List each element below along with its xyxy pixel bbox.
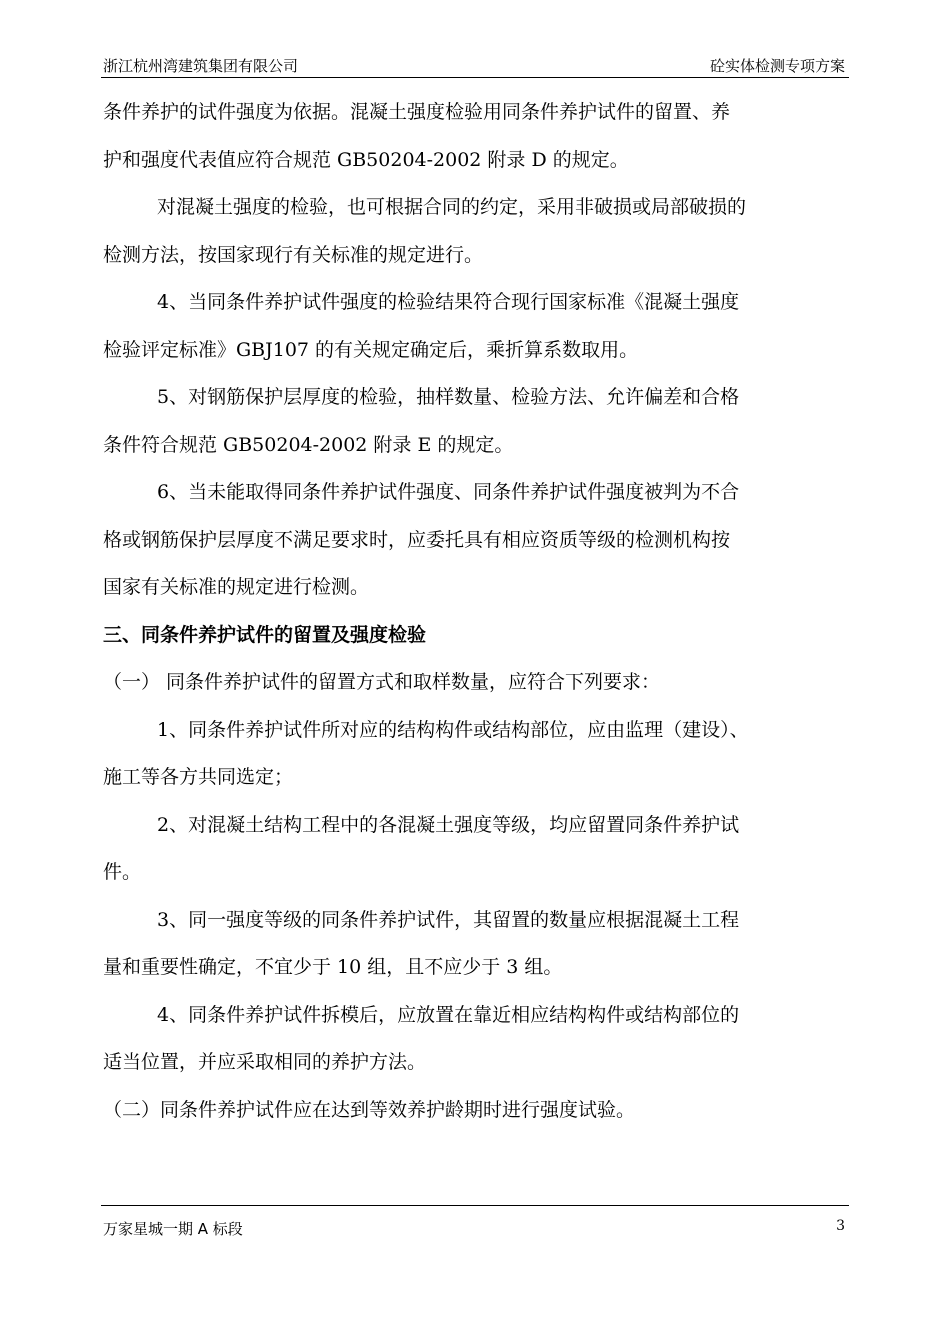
footer-project: 万家星城一期 A 标段 [103,1220,243,1238]
paragraph-line: 对混凝土强度的检验，也可根据合同的约定，采用非破损或局部破损的 [157,196,747,218]
page-header [101,53,849,78]
paragraph-line: 检测方法，按国家现行有关标准的规定进行。 [103,243,484,266]
paragraph-line: 国家有关标准的规定进行检测。 [103,576,370,598]
paragraph-line: 检验评定标准》GBJ107 的有关规定确定后，乘折算系数取用。 [103,338,639,361]
paragraph-line: 5、对钢筋保护层厚度的检验，抽样数量、检验方法、允许偏差和合格 [157,386,740,408]
document-body [103,100,847,1145]
paragraph-line: 条件养护的试件强度为依据。混凝土强度检验用同条件养护试件的留置、养 [103,101,731,123]
subsection-line: （一） 同条件养护试件的留置方式和取样数量，应符合下列要求： [103,671,661,693]
paragraph-line: 2、对混凝土结构工程中的各混凝土强度等级，均应留置同条件养护试 [157,813,740,836]
paragraph-line: 格或钢筋保护层厚度不满足要求时，应委托具有相应资质等级的检测机构按 [103,528,731,551]
paragraph-line: 1、同条件养护试件所对应的结构构件或结构部位，应由监理（建设）、 [157,718,749,741]
section-heading: 三、同条件养护试件的留置及强度检验 [103,623,427,646]
page-number: 3 [836,1218,845,1234]
header-doc-title: 砼实体检测专项方案 [709,57,845,75]
paragraph-line: 施工等各方共同选定； [103,766,294,788]
paragraph-line: 件。 [103,861,142,883]
paragraph-line: 适当位置，并应采取相同的养护方法。 [103,1051,427,1073]
paragraph-line: 量和重要性确定，不宜少于 10 组，且不应少于 3 组。 [103,956,563,978]
paragraph-line: 4、当同条件养护试件强度的检验结果符合现行国家标准《混凝土强度 [157,291,740,313]
paragraph-line: 条件符合规范 GB50204-2002 附录 E 的规定。 [103,433,514,456]
paragraph-line: 4、同条件养护试件拆模后，应放置在靠近相应结构构件或结构部位的 [157,1003,740,1026]
page-footer [101,1205,849,1238]
paragraph-line: 3、同一强度等级的同条件养护试件，其留置的数量应根据混凝土工程 [157,908,740,931]
header-company: 浙江杭州湾建筑集团有限公司 [103,57,299,75]
subsection-line: （二）同条件养护试件应在达到等效养护龄期时进行强度试验。 [103,1098,636,1121]
paragraph-line: 6、当未能取得同条件养护试件强度、同条件养护试件强度被判为不合 [157,481,740,503]
paragraph-line: 护和强度代表值应符合规范 GB50204-2002 附录 D 的规定。 [103,148,629,171]
